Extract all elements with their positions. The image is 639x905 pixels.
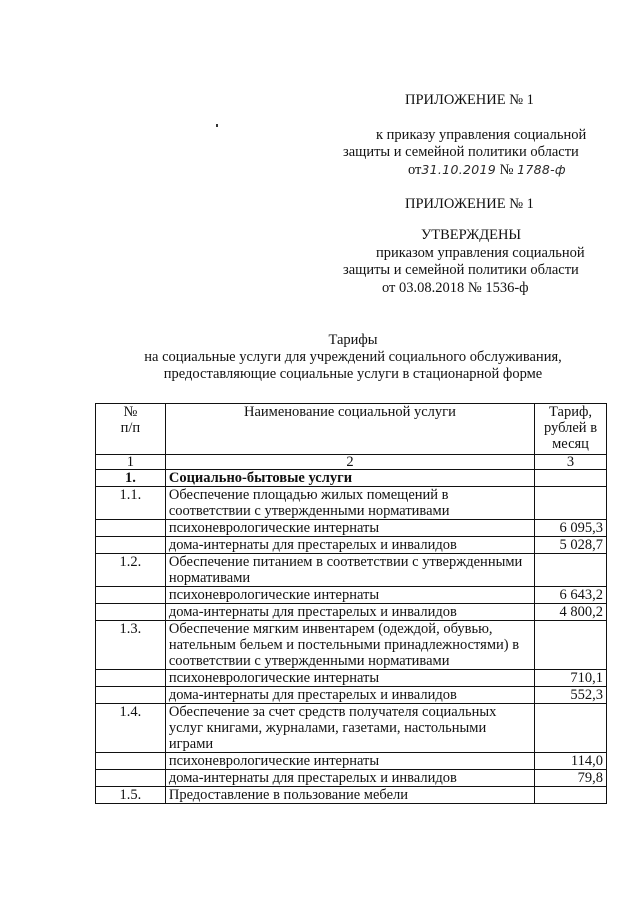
table-row: [96, 770, 607, 787]
row-number: 1.1.: [96, 487, 166, 520]
document-subtitle-line2: предоставляющие социальные услуги в стационарной форме: [163, 366, 543, 382]
service-name: Обеспечение мягким инвентарем (одеждой, обувью, нательным бельем и постельными принадлежностями) в соответствии с утвержденными нормативами: [165, 621, 534, 670]
table-row: [96, 670, 607, 687]
row-number: 1.: [96, 470, 166, 487]
appendix-heading-2: ПРИЛОЖЕНИЕ № 1: [405, 196, 534, 212]
service-name: дома-интернаты для престарелых и инвалидов: [165, 770, 534, 787]
column-numbers-row: [96, 455, 607, 470]
row-number: [96, 770, 166, 787]
table-row: [96, 587, 607, 604]
table-row: [96, 554, 607, 587]
row-number: [96, 587, 166, 604]
approved-line3: от 03.08.2018 № 1536-ф: [382, 280, 529, 296]
service-name: дома-интернаты для престарелых и инвалидов: [165, 687, 534, 704]
header-service-name: Наименование социальной услуги: [165, 404, 534, 455]
service-name: психоневрологические интернаты: [165, 670, 534, 687]
table-header-row: [96, 404, 607, 455]
table-row: [96, 537, 607, 554]
service-name: Обеспечение питанием в соответствии с утвержденными нормативами: [165, 554, 534, 587]
header-number: № п/п: [96, 404, 166, 455]
order-reference-line2: защиты и семейной политики области: [343, 144, 579, 160]
header-tariff: Тариф, рублей в месяц: [535, 404, 607, 455]
appendix-heading: ПРИЛОЖЕНИЕ № 1: [405, 92, 534, 108]
column-number-2: 2: [165, 455, 534, 470]
document-subtitle-line1: на социальные услуги для учреждений социального обслуживания,: [144, 349, 562, 365]
number-sign: №: [499, 162, 514, 178]
row-number: [96, 687, 166, 704]
tariff-value: [535, 554, 607, 587]
table-row: [96, 621, 607, 670]
table-row: [96, 470, 607, 487]
row-number: 1.4.: [96, 704, 166, 753]
row-number: 1.5.: [96, 787, 166, 804]
tariff-value: [535, 470, 607, 487]
table-row: [96, 687, 607, 704]
handwritten-number: 1788-ф: [517, 162, 566, 177]
tariff-value: 5 028,7: [535, 537, 607, 554]
order-reference-line1: к приказу управления социальной: [376, 127, 587, 143]
tariff-value: 4 800,2: [535, 604, 607, 621]
service-name: дома-интернаты для престарелых и инвалидов: [165, 604, 534, 621]
service-name: дома-интернаты для престарелых и инвалидов: [165, 537, 534, 554]
document-title: Тарифы: [328, 332, 378, 348]
scan-speck: [216, 124, 218, 127]
from-label: от: [408, 162, 422, 178]
tariff-value: [535, 787, 607, 804]
table-row: [96, 487, 607, 520]
column-number-1: 1: [96, 455, 166, 470]
table-row: [96, 753, 607, 770]
table-row: [96, 704, 607, 753]
approved-line2: защиты и семейной политики области: [343, 262, 579, 278]
table-row: [96, 787, 607, 804]
row-number: [96, 670, 166, 687]
tariff-value: [535, 704, 607, 753]
tariff-value: 6 643,2: [535, 587, 607, 604]
service-name: Обеспечение за счет средств получателя социальных услуг книгами, журналами, газетами, настольными играми: [165, 704, 534, 753]
table-row: [96, 604, 607, 621]
column-number-3: 3: [535, 455, 607, 470]
tariff-value: 552,3: [535, 687, 607, 704]
tariff-value: 6 095,3: [535, 520, 607, 537]
service-name: психоневрологические интернаты: [165, 587, 534, 604]
row-number: 1.3.: [96, 621, 166, 670]
service-name: психоневрологические интернаты: [165, 520, 534, 537]
service-name: психоневрологические интернаты: [165, 753, 534, 770]
service-name: Предоставление в пользование мебели: [165, 787, 534, 804]
tariffs-table: [95, 403, 607, 804]
row-number: [96, 520, 166, 537]
row-number: [96, 537, 166, 554]
service-name: Социально-бытовые услуги: [165, 470, 534, 487]
row-number: 1.2.: [96, 554, 166, 587]
approved-line1: приказом управления социальной: [376, 245, 585, 261]
row-number: [96, 753, 166, 770]
handwritten-date: 31.10.2019: [421, 162, 496, 177]
tariff-value: 710,1: [535, 670, 607, 687]
tariff-value: [535, 621, 607, 670]
service-name: Обеспечение площадью жилых помещений в соответствии с утвержденными нормативами: [165, 487, 534, 520]
tariff-value: 79,8: [535, 770, 607, 787]
order-reference-date: [408, 161, 566, 179]
table-row: [96, 520, 607, 537]
row-number: [96, 604, 166, 621]
tariff-value: 114,0: [535, 753, 607, 770]
tariff-value: [535, 487, 607, 520]
approved-heading: УТВЕРЖДЕНЫ: [421, 227, 522, 243]
